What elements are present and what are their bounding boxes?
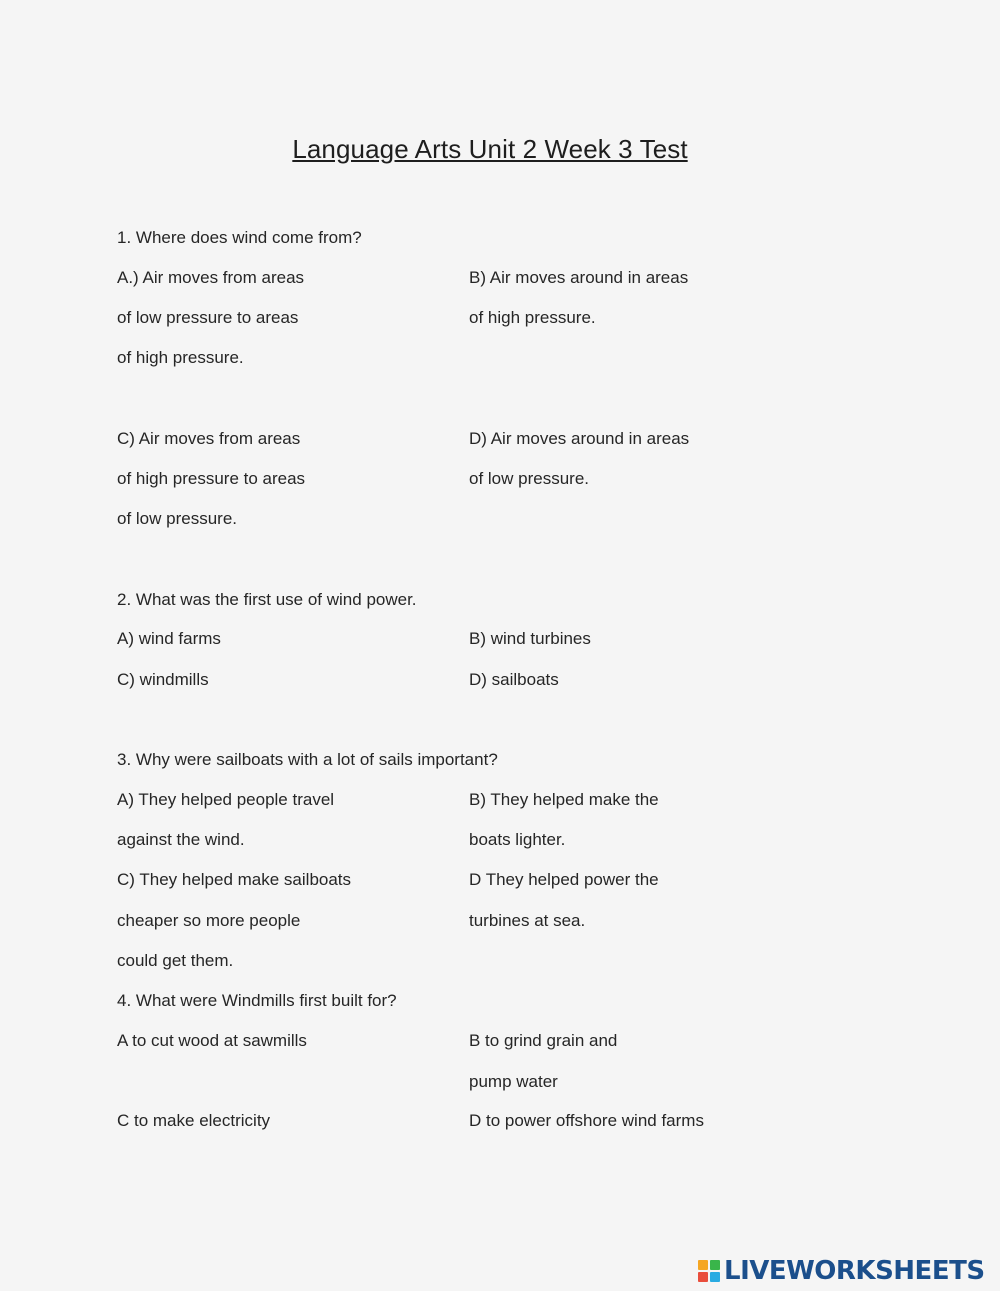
q1-option-c-line-3: of low pressure. [117,509,237,528]
q3-option-a-line-2: against the wind. [117,830,245,849]
q1-option-d-line-1: D) Air moves around in areas [469,429,690,448]
q2-option-d: D) sailboats [469,670,559,689]
logo-block-blue [710,1272,720,1282]
q3-option-a-line-1: A) They helped people travel [117,790,335,809]
logo-block-orange [698,1260,708,1270]
logo-block-red [698,1272,708,1282]
q1-option-a-line-1: A.) Air moves from areas [117,268,305,287]
q1-option-c-line-2: of high pressure to areas [117,469,306,488]
q1-option-b-line-2: of high pressure. [469,308,596,327]
question-3-text: 3. Why were sailboats with a lot of sails important? [117,750,498,769]
page-title: Language Arts Unit 2 Week 3 Test [292,134,688,164]
q3-option-c-line-3: could get them. [117,951,234,970]
q4-option-c: C to make electricity [117,1111,271,1130]
q4-option-d: D to power offshore wind farms [469,1111,704,1130]
question-2-text: 2. What was the first use of wind power. [117,590,417,609]
question-4-text: 4. What were Windmills first built for? [117,991,397,1010]
q1-option-a-line-3: of high pressure. [117,348,244,367]
q3-option-d-line-1: D They helped power the [469,870,659,889]
q3-option-d-line-2: turbines at sea. [469,911,586,930]
question-1-text: 1. Where does wind come from? [117,228,362,247]
q3-option-b-line-1: B) They helped make the [469,790,659,809]
q2-option-b: B) wind turbines [469,629,591,648]
q4-option-b-line-2: pump water [469,1072,558,1091]
logo-text: LIVEWORKSHEETS [724,1256,985,1286]
q3-option-b-line-2: boats lighter. [469,830,566,849]
liveworksheets-logo [698,1256,985,1286]
q4-option-a: A to cut wood at sawmills [117,1031,307,1050]
q2-option-a: A) wind farms [117,629,221,648]
q1-option-b-line-1: B) Air moves around in areas [469,268,689,287]
logo-blocks-icon [698,1260,720,1282]
q4-option-b-line-1: B to grind grain and [469,1031,618,1050]
q3-option-c-line-2: cheaper so more people [117,911,301,930]
q1-option-c-line-1: C) Air moves from areas [117,429,301,448]
q3-option-c-line-1: C) They helped make sailboats [117,870,352,889]
q2-option-c: C) windmills [117,670,209,689]
q1-option-a-line-2: of low pressure to areas [117,308,299,327]
q1-option-d-line-2: of low pressure. [469,469,589,488]
logo-block-green [710,1260,720,1270]
